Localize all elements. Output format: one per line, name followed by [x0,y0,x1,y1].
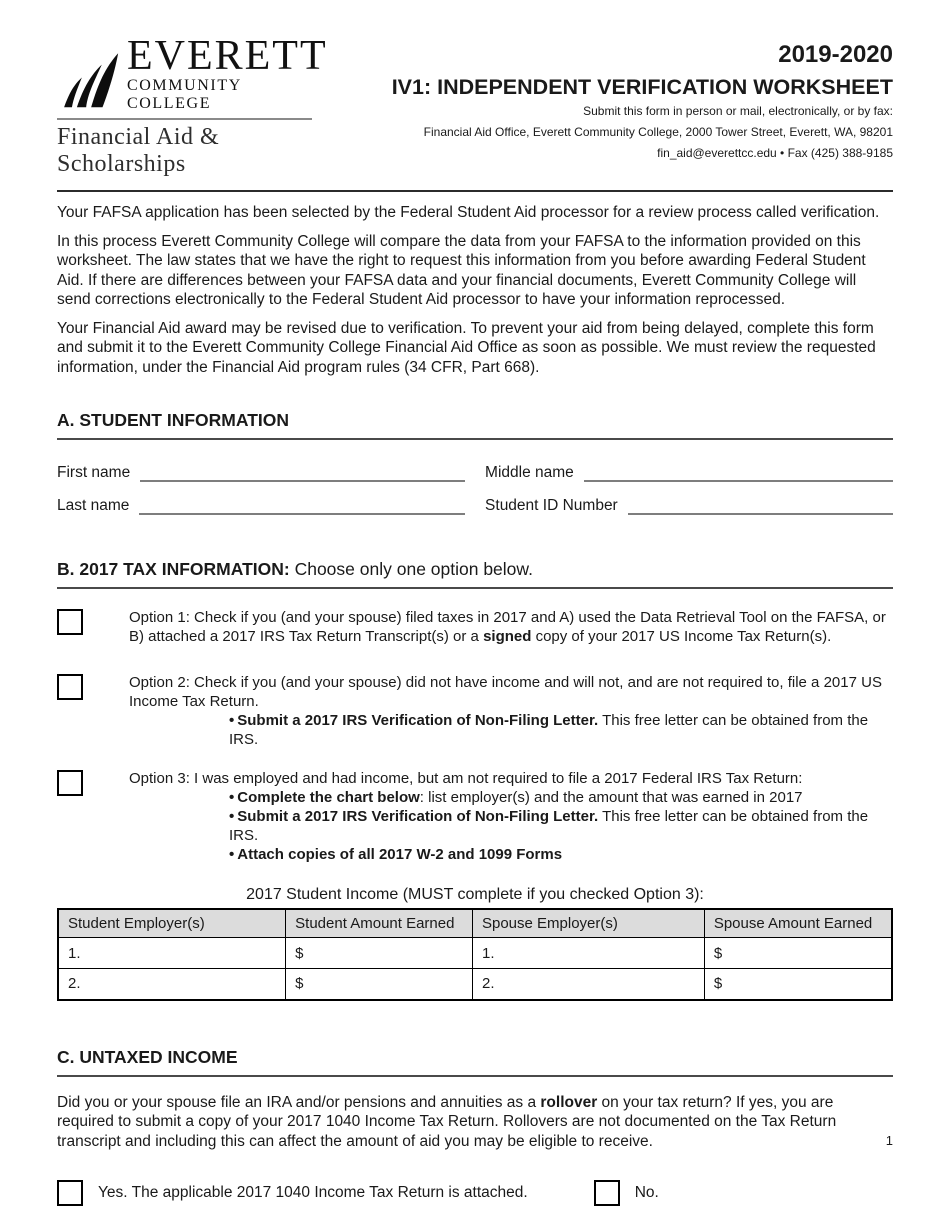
section-a-heading: A. STUDENT INFORMATION [57,410,893,440]
option-2-bullet-rest: This free letter can be obtained from the IRS. [229,712,869,748]
income-table-title: 2017 Student Income (MUST complete if you checked Option 3): [246,886,704,903]
option-3-main-text: Option 3: I was employed and had income, but am not required to file a 2017 Federal IRS Tax Return: [129,770,803,787]
student-employer-1-cell[interactable]: 1. [58,938,286,969]
option-3-bullet-2-rest: This free letter can be obtained from the IRS. [229,808,869,844]
option-2-row [57,673,893,749]
bullet-icon: • [229,808,235,825]
first-name-input[interactable] [140,464,465,482]
option-3-bullet-2 [229,807,893,845]
logo-top [57,33,328,113]
option-3-bullet-1-bold: Complete the chart below [237,789,420,806]
untaxed-text-before: Did you or your spouse file an IRA and/or pensions and annuities as a [57,1093,541,1111]
header-student-amount: Student Amount Earned [286,909,473,938]
logo-department: Financial Aid & Scholarships [57,124,220,177]
option-3-text [129,769,893,864]
bullet-icon: • [229,712,235,729]
logo-college-name: EVERETT [127,33,328,79]
option-2-bullet-bold: Submit a 2017 IRS Verification of Non-Filing Letter. [237,712,599,729]
student-id-field [485,497,893,515]
option-1-checkbox[interactable] [57,609,83,635]
academic-year: 2019-2020 [778,41,893,68]
option-1-bold-segment: signed [483,628,532,645]
middle-name-label: Middle name [485,464,574,481]
logo-divider [57,118,312,120]
option-3-bullet-2-bold: Submit a 2017 IRS Verification of Non-Filing Letter. [237,808,599,825]
option-2-main-text: Option 2: Check if you (and your spouse) did not have income and will not, and are not required to, file a 2017 US Income Tax Return. [129,674,882,710]
option-3-bullet-1-rest: : list employer(s) and the amount that was earned in 2017 [419,789,803,806]
first-name-label: First name [57,464,131,481]
page-header [57,33,893,178]
income-table-row-2 [58,969,892,1000]
untaxed-income-paragraph [57,1093,893,1152]
section-b-heading-rest: Choose only one option below. [289,559,533,579]
header-spouse-employer: Spouse Employer(s) [472,909,704,938]
intro-paragraph-2: In this process Everett Community College will compare the data from your FAFSA to the information provided on this worksheet. The law states that we have the right to request this information from you before awarding Federal Student Aid. If there are differences between your FAFSA data and your financial documents, Everett Community College will send corrections electronically to the Federal Student Aid processor to have your information reprocessed. [57,232,866,308]
option-2-bullets [129,711,893,749]
student-employer-2-cell[interactable]: 2. [58,969,286,1000]
rollover-bold-segment: rollover [540,1093,598,1111]
name-field-row [57,464,893,482]
student-amount-2-cell[interactable]: $ [286,969,473,1000]
page-title: IV1: INDEPENDENT VERIFICATION WORKSHEET [391,75,893,99]
option-3-row [57,769,893,864]
student-id-label: Student ID Number [485,497,618,514]
option-2-text [129,673,893,749]
form-title-block [392,36,893,164]
option-3-bullet-3 [229,845,893,864]
option-2-bullet-1 [229,711,893,749]
logo-college-subname: COMMUNITY COLLEGE [127,77,242,112]
spouse-employer-2-cell[interactable]: 2. [472,969,704,1000]
college-logo [57,33,328,178]
header-spouse-amount: Spouse Amount Earned [704,909,892,938]
untaxed-text-after: on your tax return? If yes, you are required to submit a copy of your 2017 1040 Income Tax Return. Rollovers are not documented on the Tax Return transcript and including this can affect the amount of aid you may be eligible to receive. [57,1093,837,1150]
option-1-text-after: copy of your 2017 US Income Tax Return(s). [531,628,832,645]
mountain-logo-icon [57,49,121,113]
option-3-checkbox[interactable] [57,770,83,796]
submit-instruction-line: Submit this form in person or mail, electronically, or by fax: [583,104,893,118]
section-c-heading: C. UNTAXED INCOME [57,1047,893,1077]
office-address-line: Financial Aid Office, Everett Community College, 2000 Tower Street, Everett, WA, 98201 [423,125,893,139]
yes-checkbox[interactable] [57,1180,83,1206]
page-number: 1 [885,1133,893,1148]
option-3-bullets [129,788,893,864]
rollover-yesno-row [57,1180,893,1206]
intro-paragraph-3: Your Financial Aid award may be revised due to verification. To prevent your aid from being delayed, complete this form and submit it to the Everett Community College Financial Aid Office as soon as possible. We must review the requested information, under the Financial Aid program rules (34 CFR, Part 668). [57,319,876,376]
spouse-employer-1-cell[interactable]: 1. [472,938,704,969]
middle-name-field [485,464,893,482]
option-3-bullet-1 [229,788,893,807]
spouse-amount-2-cell[interactable]: $ [704,969,892,1000]
no-label: No. [634,1184,659,1201]
option-1-text-before: Option 1: Check if you (and your spouse) filed taxes in 2017 and A) used the Data Retrieval Tool on the FAFSA, or B) attached a 2017 IRS Tax Return Transcript(s) or a [129,609,886,645]
no-checkbox[interactable] [594,1180,620,1206]
option-3-bullet-3-bold: Attach copies of all 2017 W-2 and 1099 Forms [237,846,563,863]
intro-paragraph-1: Your FAFSA application has been selected by the Federal Student Aid processor for a review process called verification. [57,204,880,221]
intro-section [57,203,893,377]
last-name-label: Last name [57,497,130,514]
bullet-icon: • [229,846,235,863]
id-field-row [57,497,893,515]
student-id-input[interactable] [628,497,893,515]
last-name-field [57,497,465,515]
student-income-table [57,908,893,1001]
section-b-heading-bold: B. 2017 TAX INFORMATION: [57,559,290,579]
header-student-employer: Student Employer(s) [58,909,286,938]
income-table-row-1 [58,938,892,969]
contact-line: fin_aid@everettcc.edu • Fax (425) 388-9185 [657,146,893,160]
first-name-field [57,464,465,482]
header-divider [57,190,893,192]
option-1-text [129,608,893,646]
logo-names [127,33,328,113]
last-name-input[interactable] [139,497,465,515]
middle-name-input[interactable] [584,464,893,482]
student-amount-1-cell[interactable]: $ [286,938,473,969]
no-group [594,1180,659,1206]
section-b-heading [57,559,893,589]
income-table-header-row [58,909,892,938]
bullet-icon: • [229,789,235,806]
yes-label: Yes. The applicable 2017 1040 Income Tax Return is attached. [98,1184,528,1201]
spouse-amount-1-cell[interactable]: $ [704,938,892,969]
yes-group [57,1180,528,1206]
option-1-row [57,608,893,646]
option-2-checkbox[interactable] [57,674,83,700]
